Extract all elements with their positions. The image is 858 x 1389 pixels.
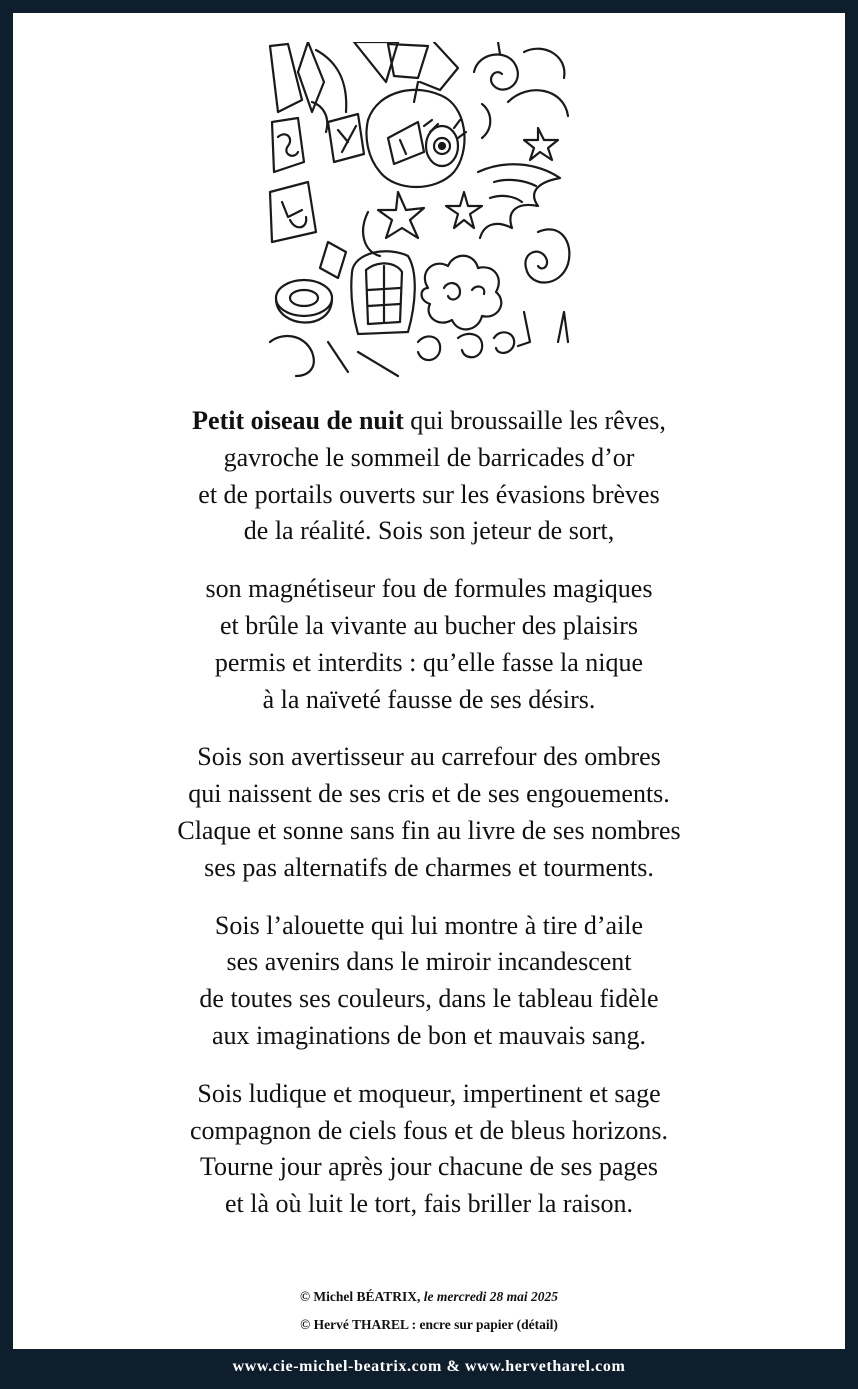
poem-page [13,13,845,1349]
poem-line: ses avenirs dans le miroir incandescent [226,947,632,977]
poem-line: qui naissent de ses cris et de ses engouements. [188,779,670,809]
poem-line: de toutes ses couleurs, dans le tableau fidèle [199,984,659,1014]
author-credit [13,1283,845,1311]
poem-title-phrase: Petit oiseau de nuit [192,406,404,435]
poem-line: ses pas alternatifs de charmes et tourments. [204,852,654,882]
poem-line: et brûle la vivante au bucher des plaisirs [219,610,639,640]
artist-credit: © Hervé THAREL : encre sur papier (détail) [300,1317,558,1332]
poem-line: de la réalité. Sois son jeteur de sort, [243,516,615,546]
poem-line: compagnon de ciels fous et de bleus horizons. [190,1115,668,1145]
poem-line: aux imaginations de bon et mauvais sang. [212,1020,646,1050]
poem-line: Tourne jour après jour chacune de ses pages [199,1152,659,1182]
poem-line: Sois l’alouette qui lui montre à tire d’aile [214,910,644,940]
poem-line: permis et interdits : qu’elle fasse la nique [214,647,644,677]
poem-line: Claque et sonne sans fin au livre de ses nombres [177,815,681,845]
poem-line: et là où luit le tort, fais briller la raison. [225,1189,633,1219]
poem-line: gavroche le sommeil de barricades d’or [223,442,635,472]
poem-text [13,403,845,1244]
stanza-4 [13,908,845,1055]
poem-line [13,403,845,440]
poem-line-rest: qui broussaille les rêves, [403,406,666,435]
credits [13,1283,845,1339]
poem-line: à la naïveté fausse de ses désirs. [262,684,596,714]
ink-drawing-illustration [268,42,580,378]
stanza-1 [13,403,845,550]
poem-line: Sois son avertisseur au carrefour des ombres [197,742,661,772]
poem-line: et de portails ouverts sur les évasions brèves [198,479,660,509]
poem-date: le mercredi 28 mai 2025 [423,1289,559,1304]
poem-line: son magnétiseur fou de formules magiques [205,574,653,604]
poem-line: Sois ludique et moqueur, impertinent et sage [197,1078,661,1108]
stanza-3 [13,739,845,886]
footer-links[interactable]: www.cie-michel-beatrix.com & www.hervetharel.com [232,1358,626,1375]
stanza-2 [13,571,845,718]
stanza-5 [13,1076,845,1223]
author-name: © Michel BÉATRIX, [299,1289,421,1304]
